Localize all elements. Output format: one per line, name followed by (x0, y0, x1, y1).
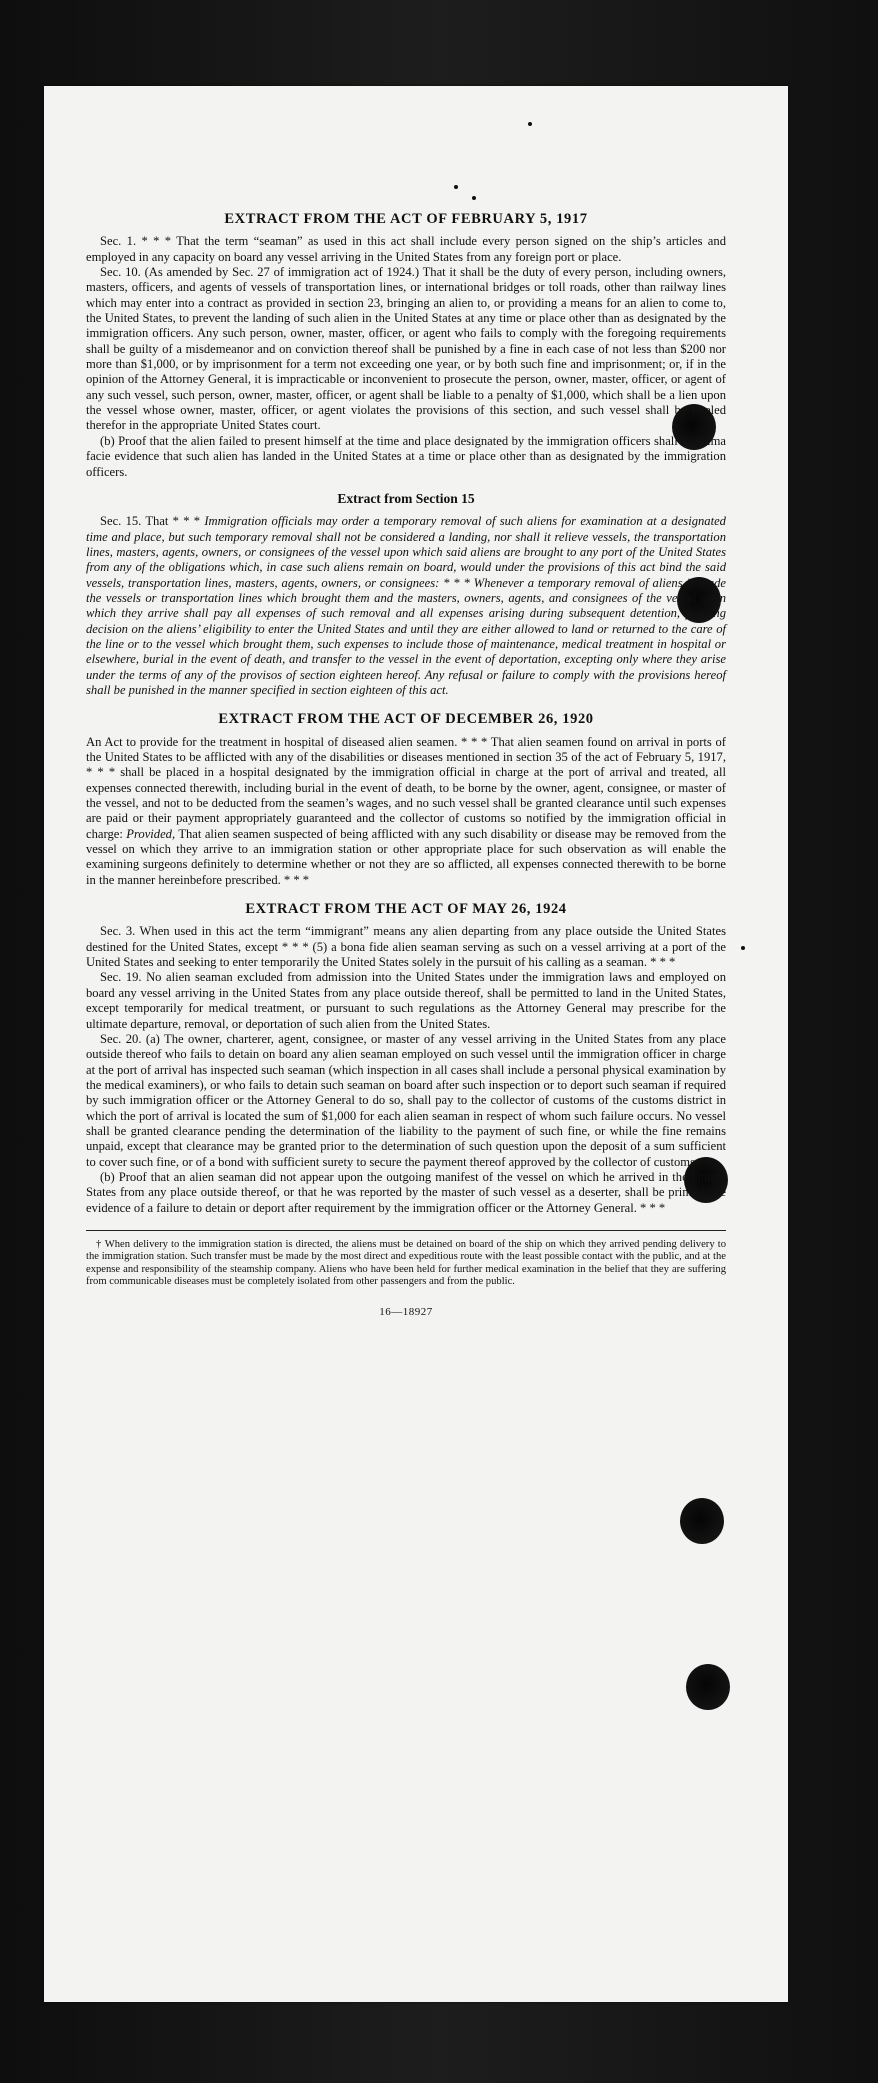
footnote (86, 1239, 726, 1289)
speck (528, 122, 532, 126)
act-1920-text: An Act to provide for the treatment in hospital of diseased alien seamen. * * * That alien seamen found on arrival in ports of the United States to be afflicted with any of the disabilities or diseases mentioned in section 35 of the act of February 5, 1917, * * * shall be placed in a hospital designated by the immigration official in charge at the port of arrival and treated, all expenses connected therewith, including burial in the event of death, to be borne by the owner, agent, consignee, or master of the vessel, and not to be deducted from the seamen’s wages, and no such vessel shall be granted clearance until such expenses are paid or their payment appropriately guaranteed and the collector of customs so notified by the immigration official in charge: (86, 734, 726, 841)
paragraph-sec-3: Sec. 3. When used in this act the term “immigrant” means any alien departing from any place outside the United States destined for the United States, except * * * (5) a bona fide alien seaman serving as such on a vessel arriving at a port of the United States and seeking to enter temporarily the United States solely in the pursuit of his calling as a seaman. * * * (86, 924, 726, 970)
document-content (86, 212, 726, 1320)
heading-section-15: Extract from Section 15 (337, 490, 475, 506)
paragraph-sec-20-a: Sec. 20. (a) The owner, charterer, agent, consignee, or master of any vessel arriving in the United States from any place outside thereof who fails to detain on board any alien seaman employed on such vessel until the immigration officer in charge at the port of arrival has inspected such seaman (which inspection in all cases shall include a personal physical examination by the medical examiners), or who fails to detain such seaman on board after such inspection or to deport such seaman if required by such immigration officer or the Attorney General to do so, shall pay to the collector of customs of the customs district in which the port of arrival is located the sum of $1,000 for each alien seaman in respect of whom such failure occurs. No vessel shall be granted clearance pending the determination of the liability to the payment of such fine, or while the fine remains unpaid, except that clearance may be granted prior to the determination of such question upon the deposit of a sum sufficient to cover such fine, or of a bond with sufficient surety to secure the payment thereof approved by the collector of customs. (86, 1031, 726, 1169)
paragraph-sec-19: Sec. 19. No alien seaman excluded from admission into the United States under the immigration laws and employed on board any vessel arriving in the United States from any place outside thereof, shall be permitted to land in the United States, except temporarily for medical treatment, or pursuant to such regulations as the Attorney General may prescribe for the ultimate departure, removal, or deportation of such alien from the United States. (86, 970, 726, 1031)
page-code: 16—18927 (379, 1305, 433, 1318)
speck (741, 946, 745, 950)
section-15-block (86, 514, 726, 698)
paragraph-sec-10: Sec. 10. (As amended by Sec. 27 of immigration act of 1924.) That it shall be the duty of every person, including owners, masters, officers, and agents of vessels of transportation lines, or international bridges or toll roads, other than railway lines which may enter into a contract as provided in section 23, bringing an alien to, or providing a means for an alien to come to, the United States, to prevent the landing of such alien in the United States at any time or place other than as designated by the immigration officers. Any such person, owner, master, officer, or agent who fails to comply with the foregoing requirements shall be guilty of a misdemeanor and on conviction thereof shall be punished by a fine in each case of not less than $200 nor more than $1,000, or by imprisonment for a term not exceeding one year, or by both such fine and imprisonment; or, if in the opinion of the Attorney General, it is impracticable or inconvenient to prosecute the person, owner, master, officer, or agent of any such vessel, such person, owner, master, officer, or agent shall be liable to a penalty of $1,000, which shall be a lien upon the vessel whose owner, master, officer, or agent violates the provisions of this section, and such vessel shall be libeled therefor in the appropriate United States court. (86, 265, 726, 433)
speck (472, 196, 476, 200)
act-1920-text-rest: That alien seamen suspected of being afflicted with any such disability or disease may be removed from the vessel on which they arrive to an immigration station or other appropriate place for such observation as will enable the examining surgeons definitely to determine whether or not they are so afflicted, all expenses connected therewith to be borne in the manner hereinbefore prescribed. * * * (86, 826, 726, 887)
paragraph-act-1920 (86, 735, 726, 888)
sec-15-text: Immigration officials may order a temporary removal of such aliens for examination at a designated time and place, but such temporary removal shall not be considered a landing, nor shall it relieve vessels, the transportation lines, masters, agents, owners, or consignees of the vessel upon which said aliens are brought to any port of the United States from any of the obligations which, in case such aliens remain on board, would under the provisions of this act bind the said vessels, transportation lines, masters, agents, owners, or consignees: * * * Whenever a temporary removal of aliens is made the vessels or transportation lines which brought them and the masters, owners, agents, and consignees of the vessel upon which they arrive shall pay all expenses of such removal and all expenses arising during subsequent detention, pending decision on the aliens’ eligibility to enter the United States and until they are either allowed to land or returned to the care of the line or to the vessel which brought them, such expenses to include those of maintenance, medical treatment in hospital or elsewhere, burial in the event of death, and transfer to the vessel in the event of deportation, excepting only where they arise under the terms of any of the provisos of section eighteen hereof. Any refusal or failure to comply with the provisions hereof shall be punished in the manner specified in section eighteen of this act. (86, 514, 726, 697)
heading-act-1920: EXTRACT FROM THE ACT OF DECEMBER 26, 1920 (218, 711, 594, 728)
heading-act-1924: EXTRACT FROM THE ACT OF MAY 26, 1924 (245, 901, 567, 918)
paragraph-sec-1: Sec. 1. * * * That the term “seaman” as used in this act shall include every person signed on the ship’s articles and employed in any capacity on board any vessel arriving in the United States from any foreign port or place. (86, 234, 726, 264)
paragraph-sec-15 (86, 514, 726, 698)
paragraph-sec-20-b: (b) Proof that an alien seaman did not appear upon the outgoing manifest of the vessel on which he arrived in the United States from any place outside thereof, or that he was reported by the master of such vessel as a deserter, shall be prima facie evidence of a failure to detain or deport after requirement by the immigration officer or the Attorney General. * * * (86, 1169, 726, 1215)
heading-act-1917: EXTRACT FROM THE ACT OF FEBRUARY 5, 1917 (224, 211, 588, 227)
footnote-divider (86, 1230, 726, 1231)
speck (454, 185, 458, 189)
paragraph-sec-10-b: (b) Proof that the alien failed to present himself at the time and place designated by the immigration officers shall be prima facie evidence that such alien has landed in the United States at a time or place other than as designated by the immigration officers. (86, 433, 726, 479)
act-1920-provided: Provided, (126, 826, 176, 841)
footnote-text: † When delivery to the immigration station is directed, the aliens must be detained on board of the ship on which they arrived pending delivery to the immigration station. Such transfer must be made by the most direct and expeditious route with the least possible contact with the public, and at the expense and responsibility of the steamship company. Aliens who have been held for further medical examination in the belief that they are suffering from communicable diseases must be completely isolated from other passengers and from the public. (86, 1238, 726, 1288)
sec-15-label: Sec. 15. That * * * (100, 514, 201, 529)
punch-hole-5 (686, 1664, 730, 1710)
punch-hole-4 (680, 1498, 724, 1544)
